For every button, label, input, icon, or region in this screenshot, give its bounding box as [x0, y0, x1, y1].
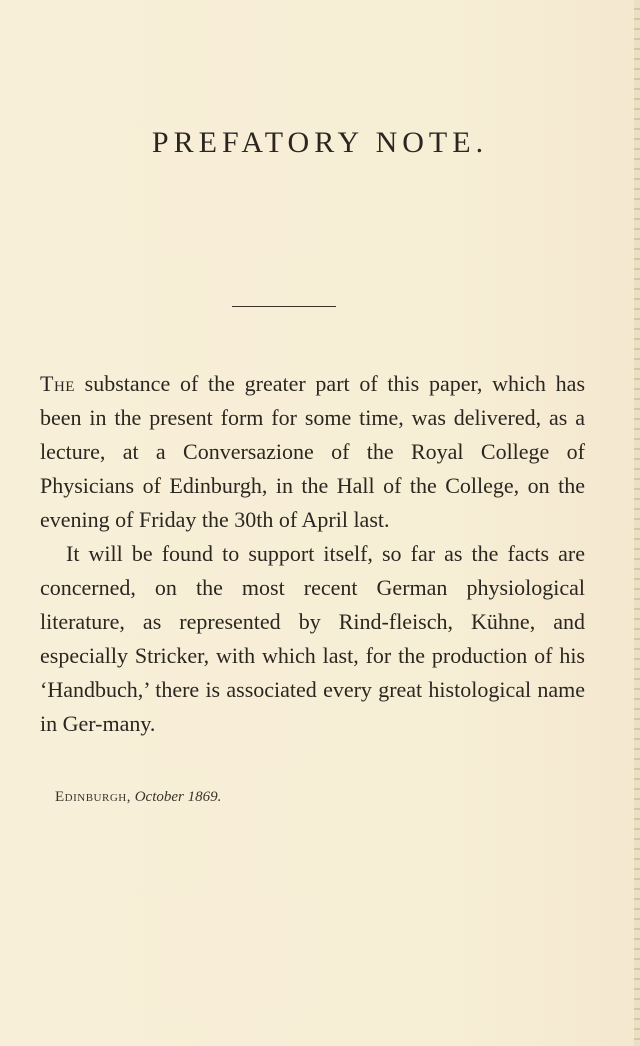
title-divider [232, 306, 336, 307]
paragraph-first-text: substance of the greater part of this paper, which has been in the present form for some time, was delivered, as a lecture, at a Conversazione of the Royal College of Physicians of Edinburgh, in the Hall of the College, on the evening of Friday the 30th of April last. [40, 371, 585, 532]
paragraph-second: It will be found to support itself, so far as the facts are concerned, on the most recent German physiological literature, as represented by Rind-fleisch, Kühne, and especially Stricker, with which last, for the production of his ‘Handbuch,’ there is associated every great histological name in Ger-many. [40, 541, 585, 736]
signature-date: October 1869. [134, 789, 222, 805]
note-body [40, 367, 585, 741]
paragraph-first [40, 367, 585, 537]
signature-line [55, 787, 221, 807]
paragraph-lead-word: The [40, 371, 75, 396]
page-title: PREFATORY NOTE. [151, 126, 489, 159]
signature-place: Edinburgh, [55, 789, 131, 805]
